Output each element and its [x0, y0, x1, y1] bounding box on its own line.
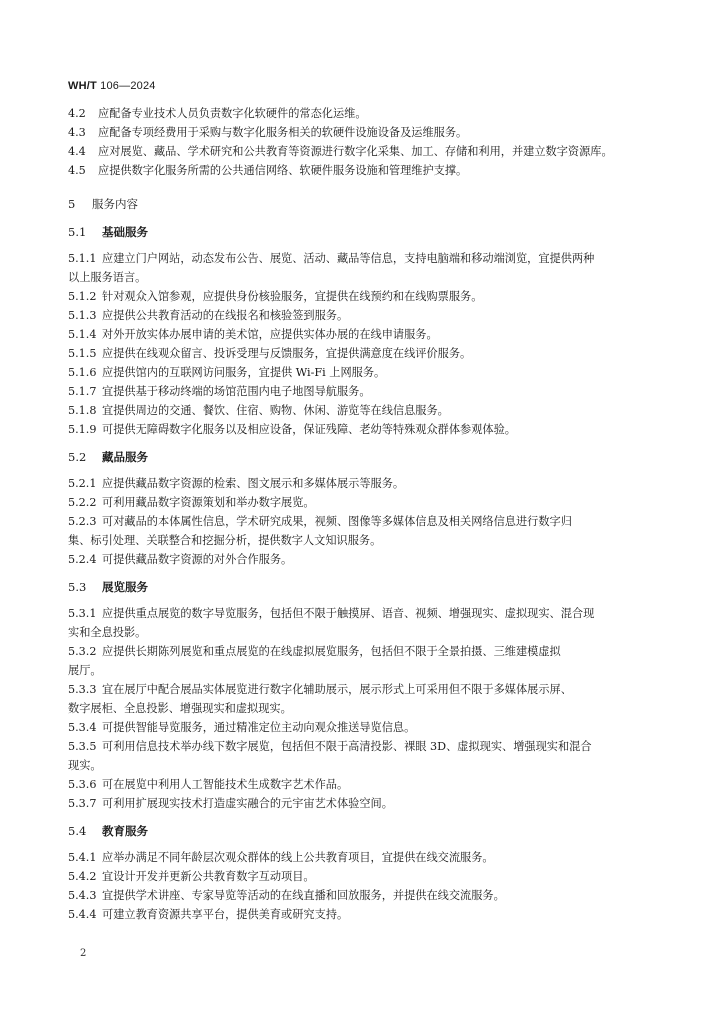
clause-item-continuation: 数字展柜、全息投影、增强现实和虚拟现实。: [68, 702, 292, 715]
document-body: [68, 104, 660, 924]
clause-item: 5.3.6 可在展览中利用人工智能技术生成数字艺术作品。: [68, 778, 349, 791]
clause-4-list: [68, 104, 660, 180]
clause-item: 5.3.7 可利用扩展现实技术打造虚实融合的元宇宙艺术体验空间。: [68, 797, 393, 810]
section-5-1-heading: 5.1 基础服务: [68, 225, 148, 239]
clause-item: 5.2.2 可利用藏品数字资源策划和举办数字展览。: [68, 496, 315, 509]
section-5-heading: 5 服务内容: [68, 197, 138, 211]
clause-item: 5.2.4 可提供藏品数字资源的对外合作服务。: [68, 553, 293, 566]
clause-item: 5.1.4 对外开放实体办展申请的美术馆，应提供实体办展的在线申请服务。: [68, 328, 438, 341]
clause-item: 5.3.5 可利用信息技术举办线下数字展览，包括但不限于高清投影、裸眼 3D、虚拟现实、增强现实和混合: [68, 740, 592, 753]
clause-item-continuation: 展厅。: [68, 664, 102, 677]
clause-item: 5.1.6 应提供馆内的互联网访问服务，宜提供 Wi-Fi 上网服务。: [68, 366, 386, 379]
clause-item-continuation: 现实。: [68, 759, 102, 772]
clause-item-continuation: 以上服务语言。: [68, 271, 147, 284]
clause-item: 5.1.8 宜提供周边的交通、餐饮、住宿、购物、休闲、游览等在线信息服务。: [68, 404, 449, 417]
page-number: 2: [80, 948, 87, 959]
clause-item: 5.2.3 可对藏品的本体属性信息，学术研究成果，视频、图像等多媒体信息及相关网络信息进行数字归: [68, 515, 572, 528]
clause-item-continuation: 实和全息投影。: [68, 626, 147, 639]
section-5-2-heading: 5.2 藏品服务: [68, 450, 148, 464]
clause-item: 5.3.4 可提供智能导览服务，通过精准定位主动向观众推送导览信息。: [68, 721, 416, 734]
clause-item: 5.2.1 应提供藏品数字资源的检索、图文展示和多媒体展示等服务。: [68, 477, 405, 490]
clause-item: 5.4.2 宜设计开发并更新公共教育数字互动项目。: [68, 870, 315, 883]
clause-item: 4.4 应对展览、藏品、学术研究和公共教育等资源进行数字化采集、加工、存储和利用，并建立数字资源库。: [68, 145, 613, 158]
clause-item-continuation: 集、标引处理、关联整合和挖掘分析，提供数字人文知识服务。: [68, 534, 382, 547]
clause-item: 4.3 应配备专项经费用于采购与数字化服务相关的软硬件设施设备及运维服务。: [68, 126, 468, 139]
clause-item: 5.4.1 应举办满足不同年龄层次观众群体的线上公共教育项目，宜提供在线交流服务。: [68, 851, 494, 864]
standard-prefix: WH/T: [68, 80, 97, 92]
clause-item: 5.4.3 宜提供学术讲座、专家导览等活动的在线直播和回放服务，并提供在线交流服务。: [68, 889, 505, 902]
clause-item: 5.1.7 宜提供基于移动终端的场馆范围内电子地图导航服务。: [68, 385, 371, 398]
clause-item: 5.3.1 应提供重点展览的数字导览服务，包括但不限于触摸屏、语音、视频、增强现实、虚拟现实、混合现: [68, 607, 595, 620]
clause-item: 5.3.2 应提供长期陈列展览和重点展览的在线虚拟展览服务，包括但不限于全景拍摄、三维建模虚拟: [68, 645, 561, 658]
standard-number: 106—2024: [96, 80, 156, 92]
clause-item: 5.1.9 可提供无障碍数字化服务以及相应设备，保证残障、老幼等特殊观众群体参观体验。: [68, 423, 516, 436]
clause-item: 5.1.5 应提供在线观众留言、投诉受理与反馈服务，宜提供满意度在线评价服务。: [68, 347, 472, 360]
clause-item: 5.1.2 针对观众入馆参观，应提供身份核验服务，宜提供在线预约和在线购票服务。: [68, 290, 483, 303]
clause-item: 5.1.1 应建立门户网站，动态发布公告、展览、活动、藏品等信息，支持电脑端和移动端浏览，宜提供两种: [68, 252, 595, 265]
document-code: [68, 80, 156, 92]
clause-item: 5.4.4 可建立教育资源共享平台，提供美育或研究支持。: [68, 908, 349, 921]
clause-item: 5.1.3 应提供公共教育活动的在线报名和核验签到服务。: [68, 309, 349, 322]
clause-item: 5.3.3 宜在展厅中配合展品实体展览进行数字化辅助展示，展示形式上可采用但不限于多媒体展示屏、: [68, 683, 572, 696]
section-5-4-heading: 5.4 教育服务: [68, 824, 148, 838]
clause-item: 4.5 应提供数字化服务所需的公共通信网络、软硬件服务设施和管理维护支撑。: [68, 164, 468, 177]
clause-item: 4.2 应配备专业技术人员负责数字化软硬件的常态化运维。: [68, 107, 367, 120]
section-5-3-heading: 5.3 展览服务: [68, 580, 148, 594]
